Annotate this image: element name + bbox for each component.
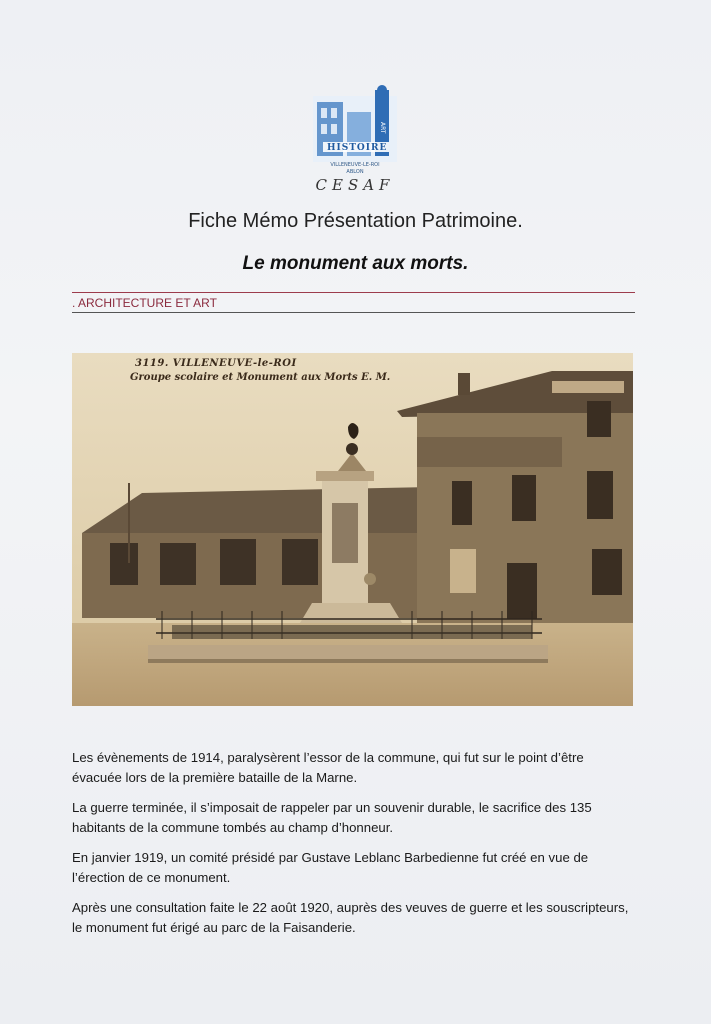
svg-text:HISTOIRE: HISTOIRE — [327, 143, 388, 153]
paragraph: La guerre terminée, il s’imposait de rappeler par un souvenir durable, le sacrifice des 135 habitants de la commune tombés au champ d’honneur. — [72, 800, 592, 835]
paragraph: Les évènements de 1914, paralysèrent l’essor de la commune, qui fut sur le point d’être évacuée lors de la première bataille de la Marne. — [72, 750, 584, 785]
svg-text:ABLON: ABLON — [346, 169, 364, 175]
org-name: CESAF — [315, 176, 395, 194]
body-text — [72, 748, 632, 948]
section-rule-bottom — [72, 312, 635, 313]
photo-caption-line2: Groupe scolaire et Monument aux Morts E. M. — [130, 372, 391, 383]
paragraph: En janvier 1919, un comité présidé par Gustave Leblanc Barbedienne fut créé en vue de l’érection de ce monument. — [72, 850, 589, 885]
page-title: Fiche Mémo Présentation Patrimoine. — [188, 210, 523, 232]
page-subtitle: Le monument aux morts. — [242, 253, 469, 274]
section-label: . ARCHITECTURE ET ART — [72, 296, 217, 310]
svg-text:ART: ART — [379, 122, 386, 134]
section-rule-top — [72, 292, 635, 293]
svg-text:VILLENEUVE-LE-ROI: VILLENEUVE-LE-ROI — [330, 162, 380, 168]
paragraph: Après une consultation faite le 22 août 1920, auprès des veuves de guerre et les souscripteurs, le monument fut érigé au parc de la Faisanderie. — [72, 900, 629, 935]
photo-caption-line1: 3119. VILLENEUVE-le-ROI — [135, 358, 297, 369]
cesaf-logo — [305, 82, 405, 178]
historic-postcard-photo — [72, 353, 633, 706]
